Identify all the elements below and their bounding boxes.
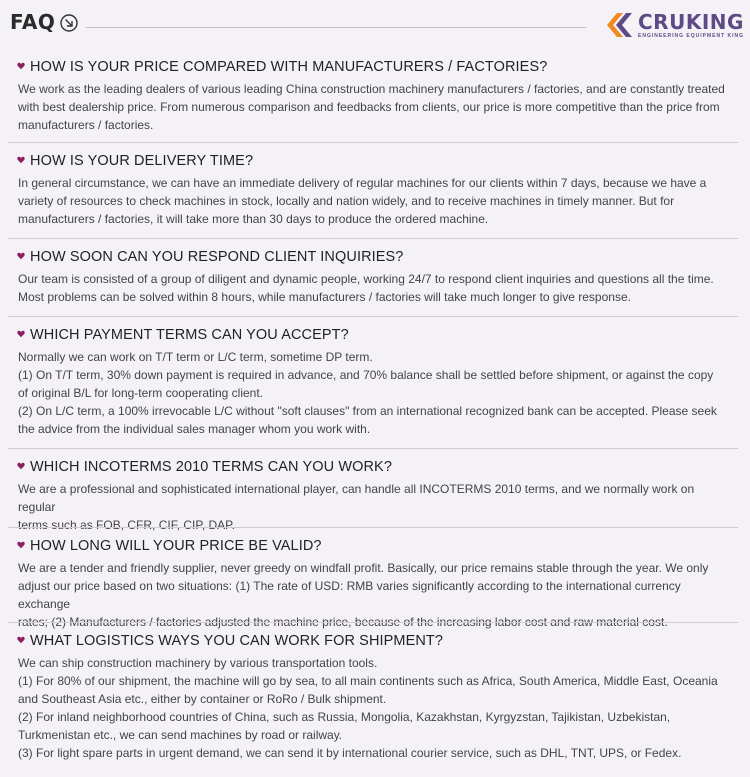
faq-answer (8, 480, 736, 534)
faq-item (8, 152, 736, 228)
faq-item (8, 458, 736, 534)
faq-question-text: WHICH PAYMENT TERMS CAN YOU ACCEPT? (30, 327, 349, 343)
faq-question (8, 326, 736, 344)
heart-bullet-icon (17, 636, 25, 644)
faq-divider (8, 448, 738, 449)
faq-answer-line: (3) For light spare parts in urgent demand, we can send it by international courier service, such as DHL, TNT, UPS, or Fedex. (18, 746, 682, 760)
faq-answer (8, 348, 736, 438)
faq-question-text: HOW SOON CAN YOU RESPOND CLIENT INQUIRIES? (30, 249, 404, 265)
faq-answer-line: Most problems can be solved within 8 hours, while manufacturers / factories will take much longer to give response. (18, 290, 631, 304)
heart-bullet-icon (17, 330, 25, 338)
faq-answer (8, 559, 736, 631)
faq-answer-line: with best dealership price. From numerous comparison and feedbacks from clients, our price is more competitive than the price from (18, 100, 720, 114)
faq-question (8, 632, 736, 650)
faq-answer-line: In general circumstance, we can have an immediate delivery of regular machines for our clients within 7 days, because we have a (18, 176, 707, 190)
faq-question (8, 152, 736, 170)
faq-answer (8, 174, 736, 228)
faq-answer-line: adjust our price based on two situations: (1) The rate of USD: RMB varies significantly according to the international currency exchange (18, 579, 681, 611)
faq-item (8, 632, 736, 762)
heart-bullet-icon (17, 62, 25, 70)
faq-answer-line: (2) For inland neighborhood countries of China, such as Russia, Mongolia, Kazakhstan, Kyrgyzstan, Tajikistan, Uzbekistan, (18, 710, 671, 724)
faq-divider (8, 316, 738, 317)
faq-answer-line: of original B/L for long-term cooperating client. (18, 386, 264, 400)
brand-logo (604, 10, 746, 44)
heart-bullet-icon (17, 462, 25, 470)
page-title: FAQ (10, 10, 56, 34)
faq-item (8, 248, 736, 306)
header-divider (86, 27, 586, 28)
faq-question (8, 248, 736, 266)
faq-answer-line: manufacturers / factories, it will take more than 30 days to produce the ordered machine. (18, 212, 489, 226)
faq-answer-line: terms such as FOB, CFR, CIF, CIP, DAP. (18, 518, 235, 532)
faq-item (8, 537, 736, 631)
faq-divider (8, 527, 738, 528)
header (0, 0, 750, 48)
faq-divider (8, 142, 738, 143)
faq-answer-line: the advice from the individual sales manager whom you work with. (18, 422, 371, 436)
heart-bullet-icon (17, 252, 25, 260)
faq-question-text: HOW IS YOUR PRICE COMPARED WITH MANUFACTURERS / FACTORIES? (30, 59, 548, 75)
heart-bullet-icon (17, 541, 25, 549)
faq-answer-line: We can ship construction machinery by various transportation tools. (18, 656, 378, 670)
faq-answer-line: (1) On T/T term, 30% down payment is required in advance, and 70% balance shall be settled before shipment, or against the copy (18, 368, 714, 382)
brand-tagline: ENGINEERING EQUIPMENT KING (638, 33, 745, 39)
heart-bullet-icon (17, 156, 25, 164)
arrow-down-right-circle-icon (60, 14, 78, 32)
faq-answer-line: We work as the leading dealers of various leading China construction machinery manufacturers / factories, and are constantly treated (18, 82, 725, 96)
faq-divider (8, 622, 738, 623)
faq-question (8, 458, 736, 476)
faq-answer-line: and Southeast Asia etc., either by container or RoRo / Bulk shipment. (18, 692, 387, 706)
faq-answer-line: Normally we can work on T/T term or L/C term, sometime DP term. (18, 350, 373, 364)
faq-answer-line: rates; (2) Manufacturers / factories adjusted the machine price, because of the increasing labor cost and raw material cost. (18, 615, 668, 629)
faq-answer-line: Our team is consisted of a group of diligent and dynamic people, working 24/7 to respond client inquiries and questions all the time. (18, 272, 714, 286)
faq-answer-line: (2) On L/C term, a 100% irrevocable L/C without "soft clauses" from an international recognized bank can be accepted. Please seek (18, 404, 717, 418)
faq-question-text: HOW LONG WILL YOUR PRICE BE VALID? (30, 538, 322, 554)
faq-question-text: HOW IS YOUR DELIVERY TIME? (30, 153, 254, 169)
faq-item (8, 326, 736, 438)
faq-answer-line: We are a professional and sophisticated international player, can handle all INCOTERMS 2010 terms, and we normally work on regular (18, 482, 695, 514)
faq-answer-line: manufacturers / factories. (18, 118, 154, 132)
brand-name: CRUKING (638, 10, 744, 34)
faq-question (8, 537, 736, 555)
faq-answer (8, 270, 736, 306)
faq-question-text: WHAT LOGISTICS WAYS YOU CAN WORK FOR SHIPMENT? (30, 633, 444, 649)
faq-question-text: WHICH INCOTERMS 2010 TERMS CAN YOU WORK? (30, 459, 392, 475)
cruking-logo-icon (604, 10, 634, 40)
faq-answer (8, 80, 736, 134)
faq-answer (8, 654, 736, 762)
faq-item (8, 58, 736, 134)
faq-answer-line: variety of resources to check machines in stock, locally and nation widely, and to receive machines in timely manner. But for (18, 194, 675, 208)
faq-answer-line: We are a tender and friendly supplier, never greedy on windfall profit. Basically, our price remains stable through the year. We only (18, 561, 709, 575)
faq-answer-line: (1) For 80% of our shipment, the machine will go by sea, to all main continents such as Africa, South America, Middle East, Oceania (18, 674, 718, 688)
faq-answer-line: Turkmenistan etc., we can send machines by road or railway. (18, 728, 343, 742)
faq-question (8, 58, 736, 76)
faq-divider (8, 238, 738, 239)
